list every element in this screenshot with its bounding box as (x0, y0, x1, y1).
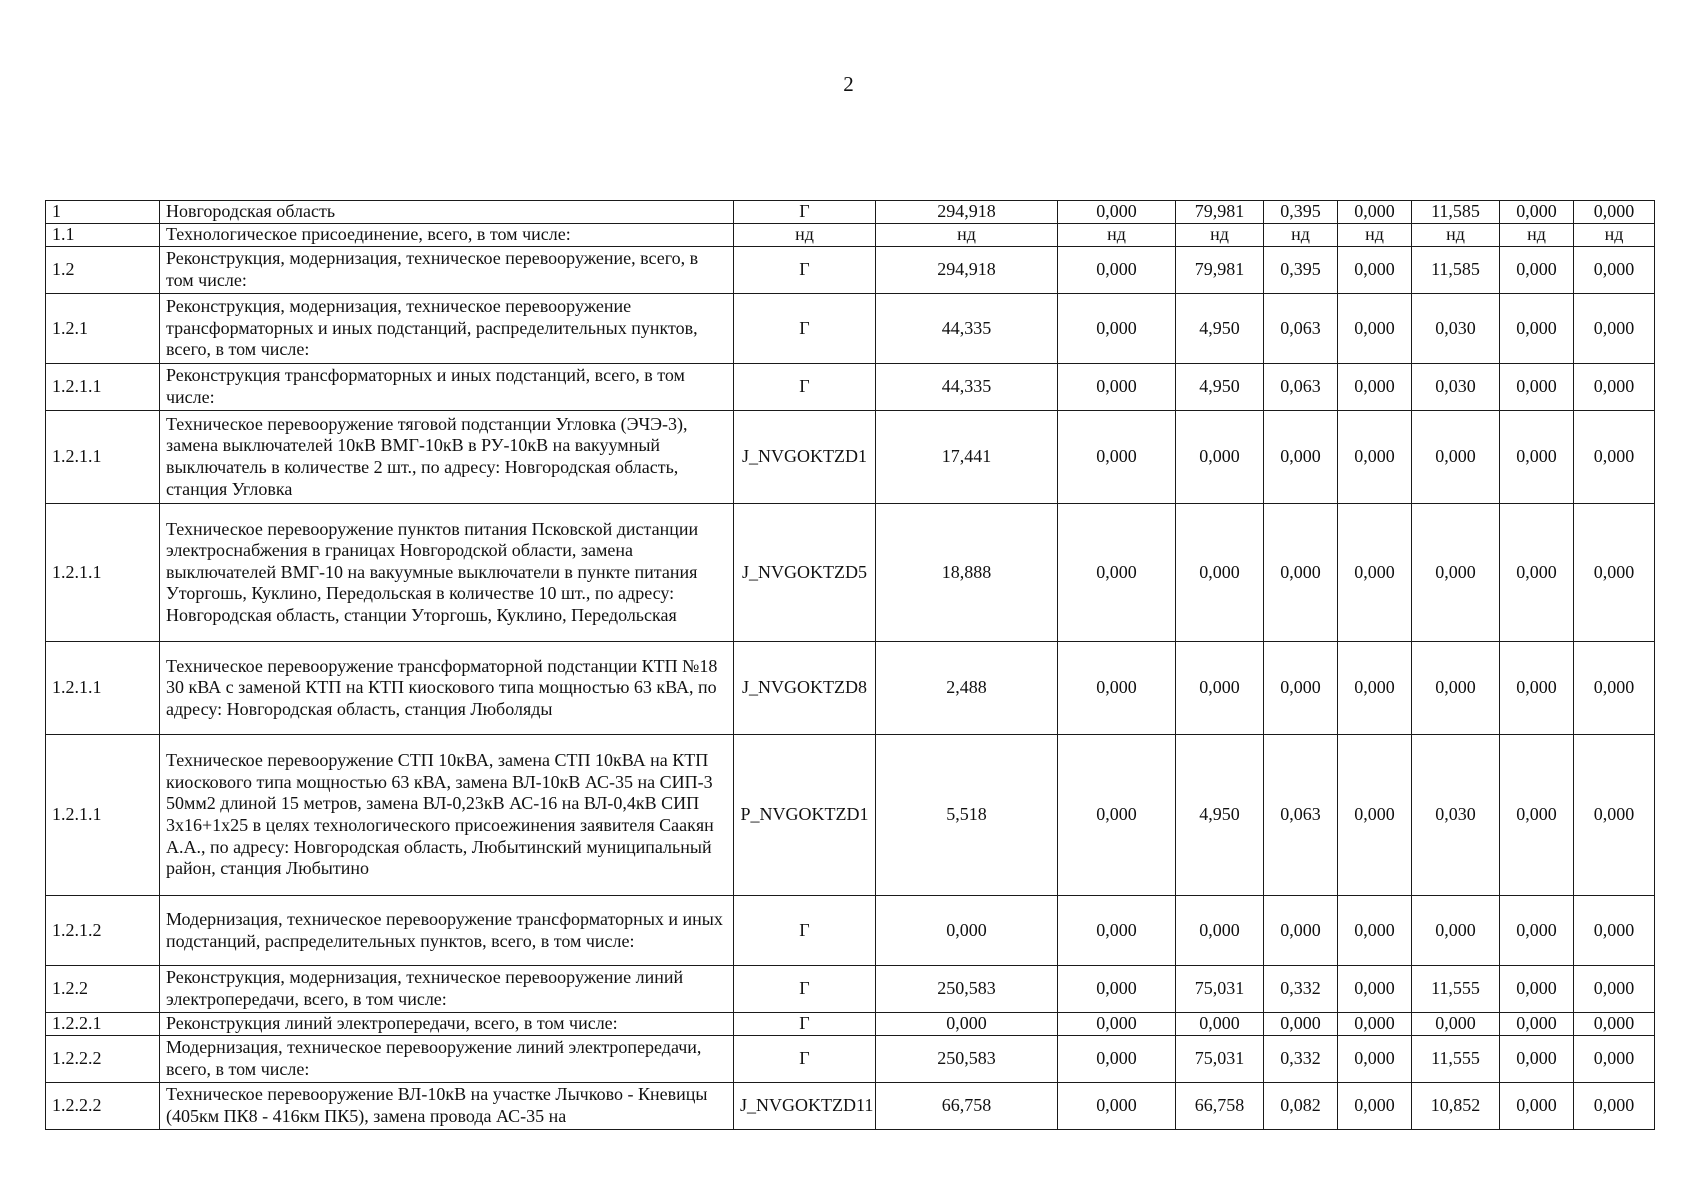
row-code-cell: J_NVGOKTZD5 (734, 504, 876, 642)
row-value-cell: 0,000 (1500, 294, 1574, 364)
row-value-cell: 2,488 (876, 642, 1058, 735)
row-value-cell: 10,852 (1412, 1083, 1500, 1130)
row-value-cell: 0,000 (1500, 411, 1574, 504)
row-value-cell: 0,063 (1264, 364, 1338, 411)
row-value-cell: 0,030 (1412, 364, 1500, 411)
table-row (46, 1013, 1655, 1036)
table-row (46, 364, 1655, 411)
row-value-cell: 0,000 (1058, 504, 1176, 642)
investment-program-table (45, 200, 1655, 1130)
row-number-cell: 1.2.1.1 (46, 642, 160, 735)
row-value-cell: 0,000 (1338, 642, 1412, 735)
row-number-cell: 1.2.2 (46, 966, 160, 1013)
row-value-cell: 75,031 (1176, 966, 1264, 1013)
row-number-cell: 1.2.2.2 (46, 1036, 160, 1083)
row-name-cell: Технологическое присоединение, всего, в том числе: (160, 224, 734, 247)
table-row (46, 735, 1655, 896)
row-value-cell: 0,082 (1264, 1083, 1338, 1130)
row-number-cell: 1.2.1.1 (46, 735, 160, 896)
row-value-cell: нд (1412, 224, 1500, 247)
row-number-cell: 1.2.1.2 (46, 896, 160, 966)
row-value-cell: 0,332 (1264, 966, 1338, 1013)
row-value-cell: 0,063 (1264, 294, 1338, 364)
row-value-cell: 0,000 (1176, 411, 1264, 504)
table-row (46, 224, 1655, 247)
row-value-cell: 0,000 (1338, 411, 1412, 504)
row-name-cell: Реконструкция, модернизация, техническое перевооружение, всего, в том числе: (160, 247, 734, 294)
row-value-cell: 0,000 (1338, 247, 1412, 294)
row-code-cell: J_NVGOKTZD11 (734, 1083, 876, 1130)
row-value-cell: 0,000 (1338, 1036, 1412, 1083)
row-code-cell: Г (734, 294, 876, 364)
row-value-cell: 0,000 (1500, 364, 1574, 411)
row-value-cell: 0,000 (1338, 896, 1412, 966)
row-value-cell: 66,758 (1176, 1083, 1264, 1130)
row-value-cell: нд (876, 224, 1058, 247)
row-code-cell: Г (734, 1013, 876, 1036)
row-name-cell: Новгородская область (160, 201, 734, 224)
row-value-cell: 0,000 (1058, 966, 1176, 1013)
row-name-cell: Реконструкция, модернизация, техническое перевооружение линий электропередачи, всего, в том числе: (160, 966, 734, 1013)
row-value-cell: 0,000 (1058, 1083, 1176, 1130)
row-number-cell: 1.2.1 (46, 294, 160, 364)
row-value-cell: 0,000 (1574, 1036, 1655, 1083)
row-value-cell: нд (1338, 224, 1412, 247)
row-value-cell: нд (1176, 224, 1264, 247)
row-value-cell: 0,000 (1058, 247, 1176, 294)
row-value-cell: 0,000 (1412, 411, 1500, 504)
row-code-cell: нд (734, 224, 876, 247)
row-value-cell: 0,000 (1500, 1083, 1574, 1130)
row-value-cell: 0,030 (1412, 294, 1500, 364)
row-number-cell: 1.1 (46, 224, 160, 247)
row-name-cell: Реконструкция, модернизация, техническое перевооружение трансформаторных и иных подстанций, распределительных пунктов, всего, в том числе: (160, 294, 734, 364)
row-name-cell: Реконструкция линий электропередачи, всего, в том числе: (160, 1013, 734, 1036)
row-value-cell: 0,000 (1574, 201, 1655, 224)
row-value-cell: 5,518 (876, 735, 1058, 896)
row-value-cell: 0,000 (1058, 1013, 1176, 1036)
row-value-cell: 4,950 (1176, 735, 1264, 896)
row-value-cell: 0,000 (1058, 896, 1176, 966)
row-value-cell: 0,000 (1338, 201, 1412, 224)
row-value-cell: 0,000 (1176, 896, 1264, 966)
row-value-cell: 0,000 (1412, 504, 1500, 642)
row-number-cell: 1.2.1.1 (46, 504, 160, 642)
row-value-cell: 0,000 (1264, 896, 1338, 966)
row-value-cell: 18,888 (876, 504, 1058, 642)
row-name-cell: Реконструкция трансформаторных и иных подстанций, всего, в том числе: (160, 364, 734, 411)
row-value-cell: 0,000 (1574, 966, 1655, 1013)
row-value-cell: 294,918 (876, 247, 1058, 294)
row-number-cell: 1.2.2.1 (46, 1013, 160, 1036)
page-number: 2 (843, 72, 854, 96)
row-code-cell: J_NVGOKTZD1 (734, 411, 876, 504)
row-value-cell: 250,583 (876, 1036, 1058, 1083)
row-value-cell: 0,395 (1264, 201, 1338, 224)
row-number-cell: 1 (46, 201, 160, 224)
row-value-cell: 66,758 (876, 1083, 1058, 1130)
row-value-cell: 0,000 (1500, 1013, 1574, 1036)
row-name-cell: Техническое перевооружение СТП 10кВА, замена СТП 10кВА на КТП киоскового типа мощностью 63 кВА, замена ВЛ-10кВ АС-35 на СИП-3 50мм2 длиной 15 метров, замена ВЛ-0,23кВ АС-16 на ВЛ-0,4кВ СИП 3х16+1х25 в целях технологического присоежинения заявителя Саакян А.А., по адресу: Новгородская область, Любытинский муниципальный район, станция Любытино (160, 735, 734, 896)
row-value-cell: 0,000 (1058, 1036, 1176, 1083)
table-body (46, 201, 1655, 1130)
row-value-cell: 44,335 (876, 364, 1058, 411)
row-name-cell: Модернизация, техническое перевооружение линий электропередачи, всего, в том числе: (160, 1036, 734, 1083)
table-row (46, 411, 1655, 504)
row-value-cell: 0,000 (1338, 966, 1412, 1013)
row-value-cell: 0,063 (1264, 735, 1338, 896)
row-value-cell: 0,000 (1176, 642, 1264, 735)
row-value-cell: 11,585 (1412, 247, 1500, 294)
row-value-cell: 0,000 (1176, 504, 1264, 642)
row-value-cell: 0,000 (1058, 294, 1176, 364)
row-value-cell: 75,031 (1176, 1036, 1264, 1083)
row-value-cell: 0,000 (1500, 642, 1574, 735)
row-value-cell: 4,950 (1176, 294, 1264, 364)
row-value-cell: 79,981 (1176, 247, 1264, 294)
table-row (46, 1083, 1655, 1130)
table-row (46, 966, 1655, 1013)
row-value-cell: 0,000 (1574, 364, 1655, 411)
row-value-cell: 0,000 (1500, 201, 1574, 224)
row-value-cell: 0,000 (1412, 896, 1500, 966)
row-value-cell: 0,000 (1500, 247, 1574, 294)
row-name-cell: Техническое перевооружение ВЛ-10кВ на участке Лычково - Кневицы (405км ПК8 - 416км ПК5), замена провода АС-35 на (160, 1083, 734, 1130)
row-value-cell: нд (1264, 224, 1338, 247)
row-value-cell: 11,555 (1412, 1036, 1500, 1083)
row-value-cell: 0,000 (1058, 364, 1176, 411)
table-row (46, 1036, 1655, 1083)
row-number-cell: 1.2 (46, 247, 160, 294)
row-value-cell: 0,000 (1500, 504, 1574, 642)
row-value-cell: 0,000 (1500, 735, 1574, 896)
row-value-cell: 0,000 (1264, 411, 1338, 504)
row-value-cell: 0,000 (1058, 201, 1176, 224)
row-value-cell: 0,000 (1412, 642, 1500, 735)
row-value-cell: 0,000 (1500, 1036, 1574, 1083)
row-value-cell: 0,000 (1574, 247, 1655, 294)
row-value-cell: 250,583 (876, 966, 1058, 1013)
row-value-cell: 0,000 (1574, 1013, 1655, 1036)
row-value-cell: 0,000 (1338, 294, 1412, 364)
row-value-cell: нд (1500, 224, 1574, 247)
row-value-cell: 0,395 (1264, 247, 1338, 294)
table-row (46, 896, 1655, 966)
row-code-cell: J_NVGOKTZD8 (734, 642, 876, 735)
row-value-cell: 0,000 (1574, 1083, 1655, 1130)
row-value-cell: 0,000 (1574, 411, 1655, 504)
row-value-cell: 79,981 (1176, 201, 1264, 224)
row-number-cell: 1.2.1.1 (46, 411, 160, 504)
row-value-cell: 0,000 (1574, 896, 1655, 966)
row-code-cell: P_NVGOKTZD1 (734, 735, 876, 896)
row-value-cell: нд (1574, 224, 1655, 247)
row-value-cell: 0,000 (1574, 504, 1655, 642)
row-value-cell: 0,000 (1574, 642, 1655, 735)
row-value-cell: 0,332 (1264, 1036, 1338, 1083)
row-value-cell: 0,000 (1574, 735, 1655, 896)
row-value-cell: 0,030 (1412, 735, 1500, 896)
row-value-cell: 0,000 (1176, 1013, 1264, 1036)
row-name-cell: Техническое перевооружение тяговой подстанции Угловка (ЭЧЭ-3), замена выключателей 10кВ ВМГ-10кВ в РУ-10кВ на вакуумный выключатель в количестве 2 шт., по адресу: Новгородская область, станция Угловка (160, 411, 734, 504)
table-row (46, 247, 1655, 294)
row-value-cell: 0,000 (1264, 1013, 1338, 1036)
row-value-cell: 0,000 (1264, 642, 1338, 735)
row-value-cell: 0,000 (1500, 896, 1574, 966)
row-name-cell: Модернизация, техническое перевооружение трансформаторных и иных подстанций, распределительных пунктов, всего, в том числе: (160, 896, 734, 966)
row-value-cell: 0,000 (1058, 735, 1176, 896)
row-value-cell: 0,000 (1338, 504, 1412, 642)
row-code-cell: Г (734, 364, 876, 411)
row-number-cell: 1.2.1.1 (46, 364, 160, 411)
row-name-cell: Техническое перевооружение пунктов питания Псковской дистанции электроснабжения в границах Новгородской области, замена выключателей ВМГ-10 на вакуумные выключатели в пункте питания Уторгошь, Куклино, Передольская в количестве 10 шт., по адресу: Новгородская область, станции Уторгошь, Куклино, Передольская (160, 504, 734, 642)
table-row (46, 201, 1655, 224)
row-code-cell: Г (734, 896, 876, 966)
row-value-cell: 4,950 (1176, 364, 1264, 411)
row-value-cell: 0,000 (1500, 966, 1574, 1013)
row-value-cell: 44,335 (876, 294, 1058, 364)
row-code-cell: Г (734, 247, 876, 294)
row-value-cell: 294,918 (876, 201, 1058, 224)
row-value-cell: 0,000 (876, 1013, 1058, 1036)
row-value-cell: 0,000 (1338, 735, 1412, 896)
row-value-cell: 0,000 (1338, 1083, 1412, 1130)
row-value-cell: 0,000 (1058, 411, 1176, 504)
row-code-cell: Г (734, 201, 876, 224)
row-value-cell: 11,555 (1412, 966, 1500, 1013)
row-value-cell: 0,000 (1338, 1013, 1412, 1036)
row-value-cell: 0,000 (876, 896, 1058, 966)
row-value-cell: 0,000 (1574, 294, 1655, 364)
table-row (46, 294, 1655, 364)
row-value-cell: нд (1058, 224, 1176, 247)
row-value-cell: 0,000 (1058, 642, 1176, 735)
table-row (46, 642, 1655, 735)
row-code-cell: Г (734, 966, 876, 1013)
row-value-cell: 0,000 (1338, 364, 1412, 411)
row-code-cell: Г (734, 1036, 876, 1083)
row-number-cell: 1.2.2.2 (46, 1083, 160, 1130)
row-value-cell: 0,000 (1264, 504, 1338, 642)
row-value-cell: 11,585 (1412, 201, 1500, 224)
row-value-cell: 0,000 (1412, 1013, 1500, 1036)
table-row (46, 504, 1655, 642)
row-name-cell: Техническое перевооружение трансформаторной подстанции КТП №18 30 кВА с заменой КТП на КТП киоскового типа мощностью 63 кВА, по адресу: Новгородская область, станция Люболяды (160, 642, 734, 735)
row-value-cell: 17,441 (876, 411, 1058, 504)
